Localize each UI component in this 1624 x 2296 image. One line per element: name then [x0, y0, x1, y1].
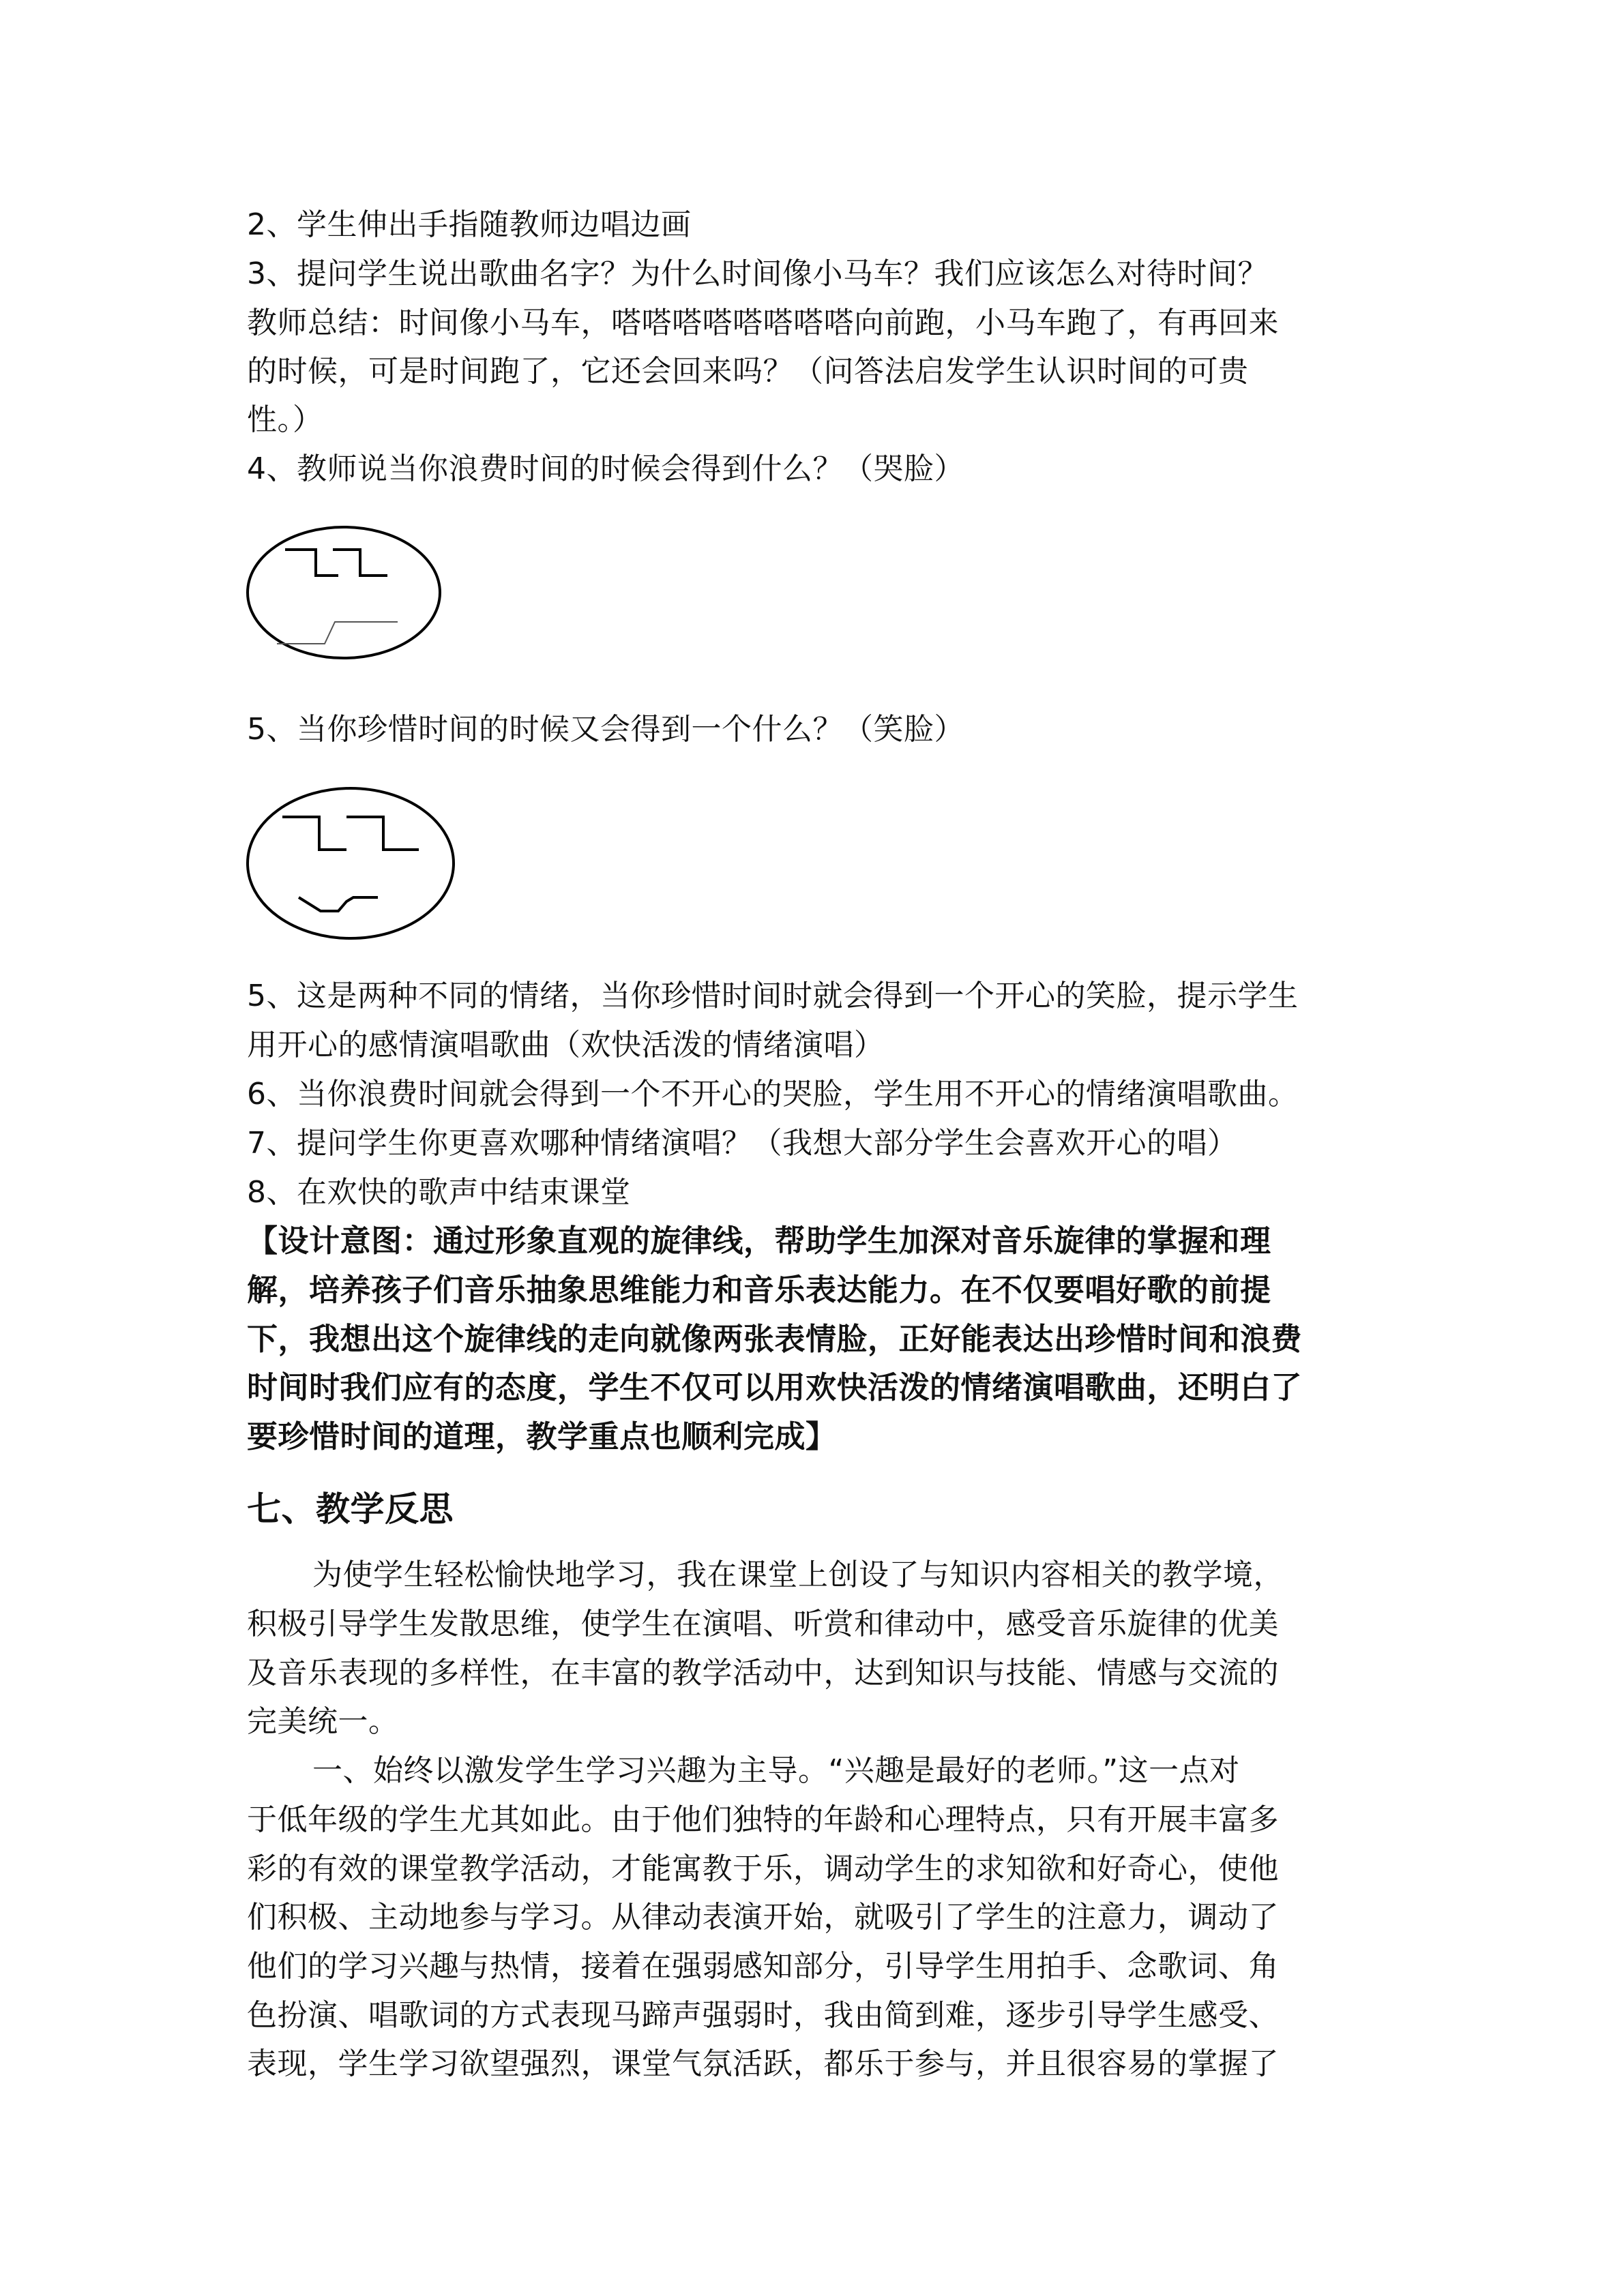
design-intent-line-5: 要珍惜时间的道理，教学重点也顺利完成】: [247, 1418, 837, 1455]
reflection-p1-line-2: 积极引导学生发散思维，使学生在演唱、听赏和律动中，感受音乐旋律的优美: [247, 1607, 1279, 1641]
crying-face-icon: [244, 524, 449, 664]
teacher-summary-line-2: 的时候，可是时间跑了，它还会回来吗？（问答法启发学生认识时间的可贵: [247, 354, 1249, 389]
reflection-p2-line-1: 一、始终以激发学生学习兴趣为主导。“兴趣是最好的老师。”这一点对: [312, 1753, 1240, 1788]
section-heading: 七、教学反思: [247, 1489, 454, 1529]
teacher-summary-line-1: 教师总结：时间像小马车，嗒嗒嗒嗒嗒嗒嗒嗒向前跑，小马车跑了，有再回来: [247, 305, 1279, 340]
step-2: 2、学生伸出手指随教师边唱边画: [247, 207, 692, 242]
smiling-face-icon: [244, 784, 462, 948]
reflection-p2-line-4: 们积极、主动地参与学习。从律动表演开始，就吸引了学生的注意力，调动了: [247, 1900, 1279, 1935]
design-intent-line-4: 时间时我们应有的态度，学生不仅可以用欢快活泼的情绪演唱歌曲，还明白了: [247, 1369, 1303, 1405]
step-6: 6、当你浪费时间就会得到一个不开心的哭脸，学生用不开心的情绪演唱歌曲。: [247, 1077, 1299, 1112]
reflection-p1-line-4: 完美统一。: [247, 1704, 399, 1739]
step-5-emotions-line-2: 用开心的感情演唱歌曲（欢快活泼的情绪演唱）: [247, 1028, 885, 1062]
step-4: 4、教师说当你浪费时间的时候会得到什么？（哭脸）: [247, 451, 964, 486]
reflection-p1-line-3: 及音乐表现的多样性，在丰富的教学活动中，达到知识与技能、情感与交流的: [247, 1656, 1279, 1690]
step-5-question: 5、当你珍惜时间的时候又会得到一个什么？（笑脸）: [247, 712, 964, 747]
design-intent-line-1: 【设计意图：通过形象直观的旋律线，帮助学生加深对音乐旋律的掌握和理: [247, 1223, 1271, 1259]
step-3: 3、提问学生说出歌曲名字？为什么时间像小马车？我们应该怎么对待时间？: [247, 256, 1268, 291]
reflection-p2-line-3: 彩的有效的课堂教学活动，才能寓教于乐，调动学生的求知欲和好奇心，使他: [247, 1851, 1279, 1886]
reflection-p2-line-5: 他们的学习兴趣与热情，接着在强弱感知部分，引导学生用拍手、念歌词、角: [247, 1949, 1279, 1984]
reflection-p2-line-2: 于低年级的学生尤其如此。由于他们独特的年龄和心理特点，只有开展丰富多: [247, 1802, 1279, 1837]
design-intent-line-3: 下，我想出这个旋律线的走向就像两张表情脸，正好能表达出珍惜时间和浪费: [247, 1321, 1303, 1357]
step-5-emotions-line-1: 5、这是两种不同的情绪，当你珍惜时间时就会得到一个开心的笑脸，提示学生: [247, 979, 1299, 1013]
teacher-summary-line-3: 性。）: [247, 402, 323, 437]
design-intent-line-2: 解，培养孩子们音乐抽象思维能力和音乐表达能力。在不仅要唱好歌的前提: [247, 1272, 1271, 1308]
reflection-p2-line-7: 表现，学生学习欲望强烈，课堂气氛活跃，都乐于参与，并且很容易的掌握了: [247, 2046, 1279, 2081]
reflection-p1-line-1: 为使学生轻松愉快地学习，我在课堂上创设了与知识内容相关的教学境，: [312, 1557, 1284, 1592]
step-7: 7、提问学生你更喜欢哪种情绪演唱？（我想大部分学生会喜欢开心的唱）: [247, 1126, 1238, 1161]
reflection-p2-line-6: 色扮演、唱歌词的方式表现马蹄声强弱时，我由简到难，逐步引导学生感受、: [247, 1998, 1279, 2033]
step-8: 8、在欢快的歌声中结束课堂: [247, 1175, 631, 1210]
